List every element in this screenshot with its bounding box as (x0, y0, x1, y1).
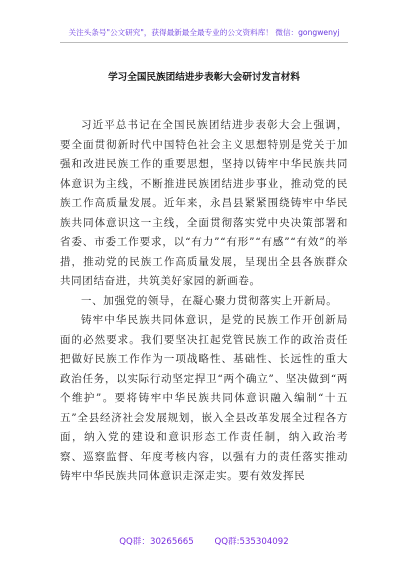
footer-contact (0, 535, 408, 547)
body-paragraph-section-1: 铸牢中华民族共同体意识，是党的民族工作开创新局面的必然要求。我们要坚决扛起党管民族工作的政治责任把做好民族工作作为一项战略性、基础性、长远性的重大政治任务，以实际行动坚定捍卫“两个确立”、坚决做到“两个维护”。要将铸牢中华民族共同体意识融入编制“十五五”全县经济社会发展规划，嵌入全县改革发展全过程各方面，纳入党的建设和意识形态工作责任制，纳入政治考察、巡察监督、年度考核内容，以强有力的责任落实推动铸牢中华民族共同体意识走深走实。要有效发挥民 (60, 314, 348, 482)
document-body (60, 116, 348, 487)
body-paragraph-heading-1: 一、加强党的领导，在凝心聚力贯彻落实上开新局。 (81, 294, 338, 307)
footer-qq-group-2: QQ群:535304092 (214, 537, 289, 547)
header-banner: 关注头条号"公文研究"，获得最新最全最专业的公文资料库！ 微信：gongwenyj (68, 28, 340, 37)
footer-qq-group-1: QQ群：30265665 (119, 537, 194, 547)
document-title: 学习全国民族团结进步表彰大会研讨发言材料 (108, 72, 300, 83)
body-paragraph-intro: 习近平总书记在全国民族团结进步表彰大会上强调，要全面贯彻新时代中国特色社会主义思想特别是党关于加强和改进民族工作的重要思想，坚持以铸牢中华民族共同体意识为主线，不断推进民族团结进步事业，推动党的民族工作高质量发展。近年来，永昌县紧紧围绕铸牢中华民族共同体意识这一主线，全面贯彻落实党中央决策部署和省委、市委工作要求，以“有力”“有形”“有感”“有效”的举措，推动党的民族工作高质量发展，呈现出全县各族群众共同团结奋进，共筑美好家园的新画卷。 (60, 119, 348, 287)
header-divider (60, 42, 348, 43)
